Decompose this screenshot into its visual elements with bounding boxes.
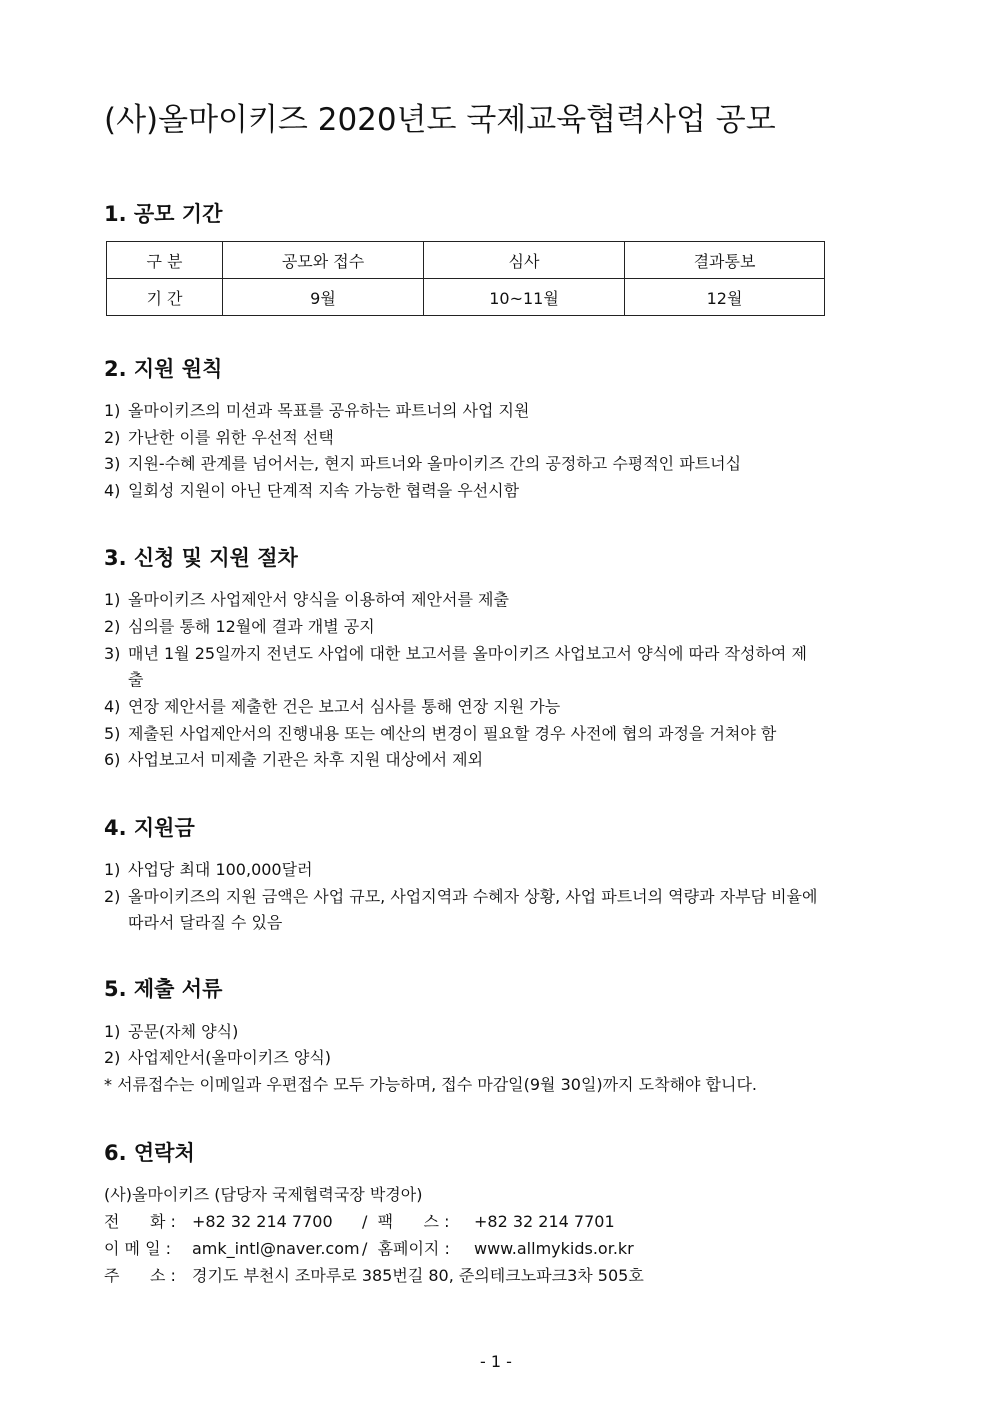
email-value: amk_intl@naver.com [192,1239,360,1258]
period-table [106,241,825,316]
section-heading-funding: 4. 지원금 [104,816,195,840]
list-item: 제출된 사업제안서의 진행내용 또는 예산의 변경이 필요할 경우 사전에 협의 과정을 거쳐야 함 [128,724,777,743]
list-item: 올마이키즈 사업제안서 양식을 이용하여 제안서를 제출 [128,590,509,609]
phone-label: 전 화 : [104,1212,176,1231]
section-heading-procedure: 3. 신청 및 지원 절차 [104,546,298,570]
email-label: 이 메 일 : [104,1239,172,1258]
list-item: 올마이키즈의 지원 금액은 사업 규모, 사업지역과 수혜자 상황, 사업 파트너의 역량과 자부담 비율에 [128,887,818,906]
list-number: 2) [104,887,121,906]
list-item: 공문(자체 양식) [128,1022,239,1041]
list-item: 심의를 통해 12월에 결과 개별 공지 [128,617,375,636]
homepage-label: / 홈페이지 : [362,1239,450,1258]
list-number: 5) [104,724,121,743]
address-value: 경기도 부천시 조마루로 385번길 80, 준의테크노파크3차 505호 [192,1266,644,1285]
table-cell: 구 분 [107,242,223,279]
section-heading-documents: 5. 제출 서류 [104,977,223,1001]
contact-org: (사)올마이키즈 (담당자 국제협력국장 박경아) [104,1185,423,1204]
table-cell: 공모와 접수 [223,242,424,279]
table-cell: 결과통보 [625,242,825,279]
page-title: (사)올마이키즈 2020년도 국제교육협력사업 공모 [104,102,776,138]
list-number: 2) [104,1048,121,1067]
list-number: 4) [104,697,121,716]
list-item: 올마이키즈의 미션과 목표를 공유하는 파트너의 사업 지원 [128,401,530,420]
list-item: 매년 1월 25일까지 전년도 사업에 대한 보고서를 올마이키즈 사업보고서 양식에 따라 작성하여 제 [128,644,807,663]
list-item: 가난한 이를 위한 우선적 선택 [128,428,334,447]
list-number: 3) [104,454,121,473]
submission-note: * 서류접수는 이메일과 우편접수 모두 가능하며, 접수 마감일(9월 30일)까지 도착해야 합니다. [104,1075,758,1094]
list-number: 1) [104,590,121,609]
phone-value: +82 32 214 7700 [192,1212,333,1231]
list-number: 1) [104,860,121,879]
list-item: 사업제안서(올마이키즈 양식) [128,1048,332,1067]
list-number: 2) [104,428,121,447]
table-cell: 9월 [223,279,424,316]
list-number: 4) [104,481,121,500]
list-number: 1) [104,401,121,420]
fax-label: / 팩 스 : [362,1212,450,1231]
list-item-continuation: 따라서 달라질 수 있음 [128,913,283,932]
list-item: 사업보고서 미제출 기관은 차후 지원 대상에서 제외 [128,750,484,769]
list-number: 1) [104,1022,121,1041]
table-row [107,279,825,316]
section-heading-period: 1. 공모 기간 [104,202,223,226]
section-heading-contact: 6. 연락처 [104,1141,195,1165]
homepage-value: www.allmykids.or.kr [474,1239,634,1258]
table-cell: 10~11월 [424,279,625,316]
list-item: 일회성 지원이 아닌 단계적 지속 가능한 협력을 우선시함 [128,481,520,500]
list-item: 지원-수혜 관계를 넘어서는, 현지 파트너와 올마이키즈 간의 공정하고 수평적인 파트너십 [128,454,742,473]
table-cell: 12월 [625,279,825,316]
list-number: 2) [104,617,121,636]
list-number: 3) [104,644,121,663]
address-label: 주 소 : [104,1266,176,1285]
list-item: 사업당 최대 100,000달러 [128,860,313,879]
list-item: 연장 제안서를 제출한 건은 보고서 심사를 통해 연장 지원 가능 [128,697,561,716]
list-number: 6) [104,750,121,769]
table-cell: 심사 [424,242,625,279]
table-row [107,242,825,279]
fax-value: +82 32 214 7701 [474,1212,615,1231]
table-cell: 기 간 [107,279,223,316]
section-heading-principles: 2. 지원 원칙 [104,357,223,381]
page-number: - 1 - [480,1352,512,1371]
list-item-continuation: 출 [128,670,144,689]
